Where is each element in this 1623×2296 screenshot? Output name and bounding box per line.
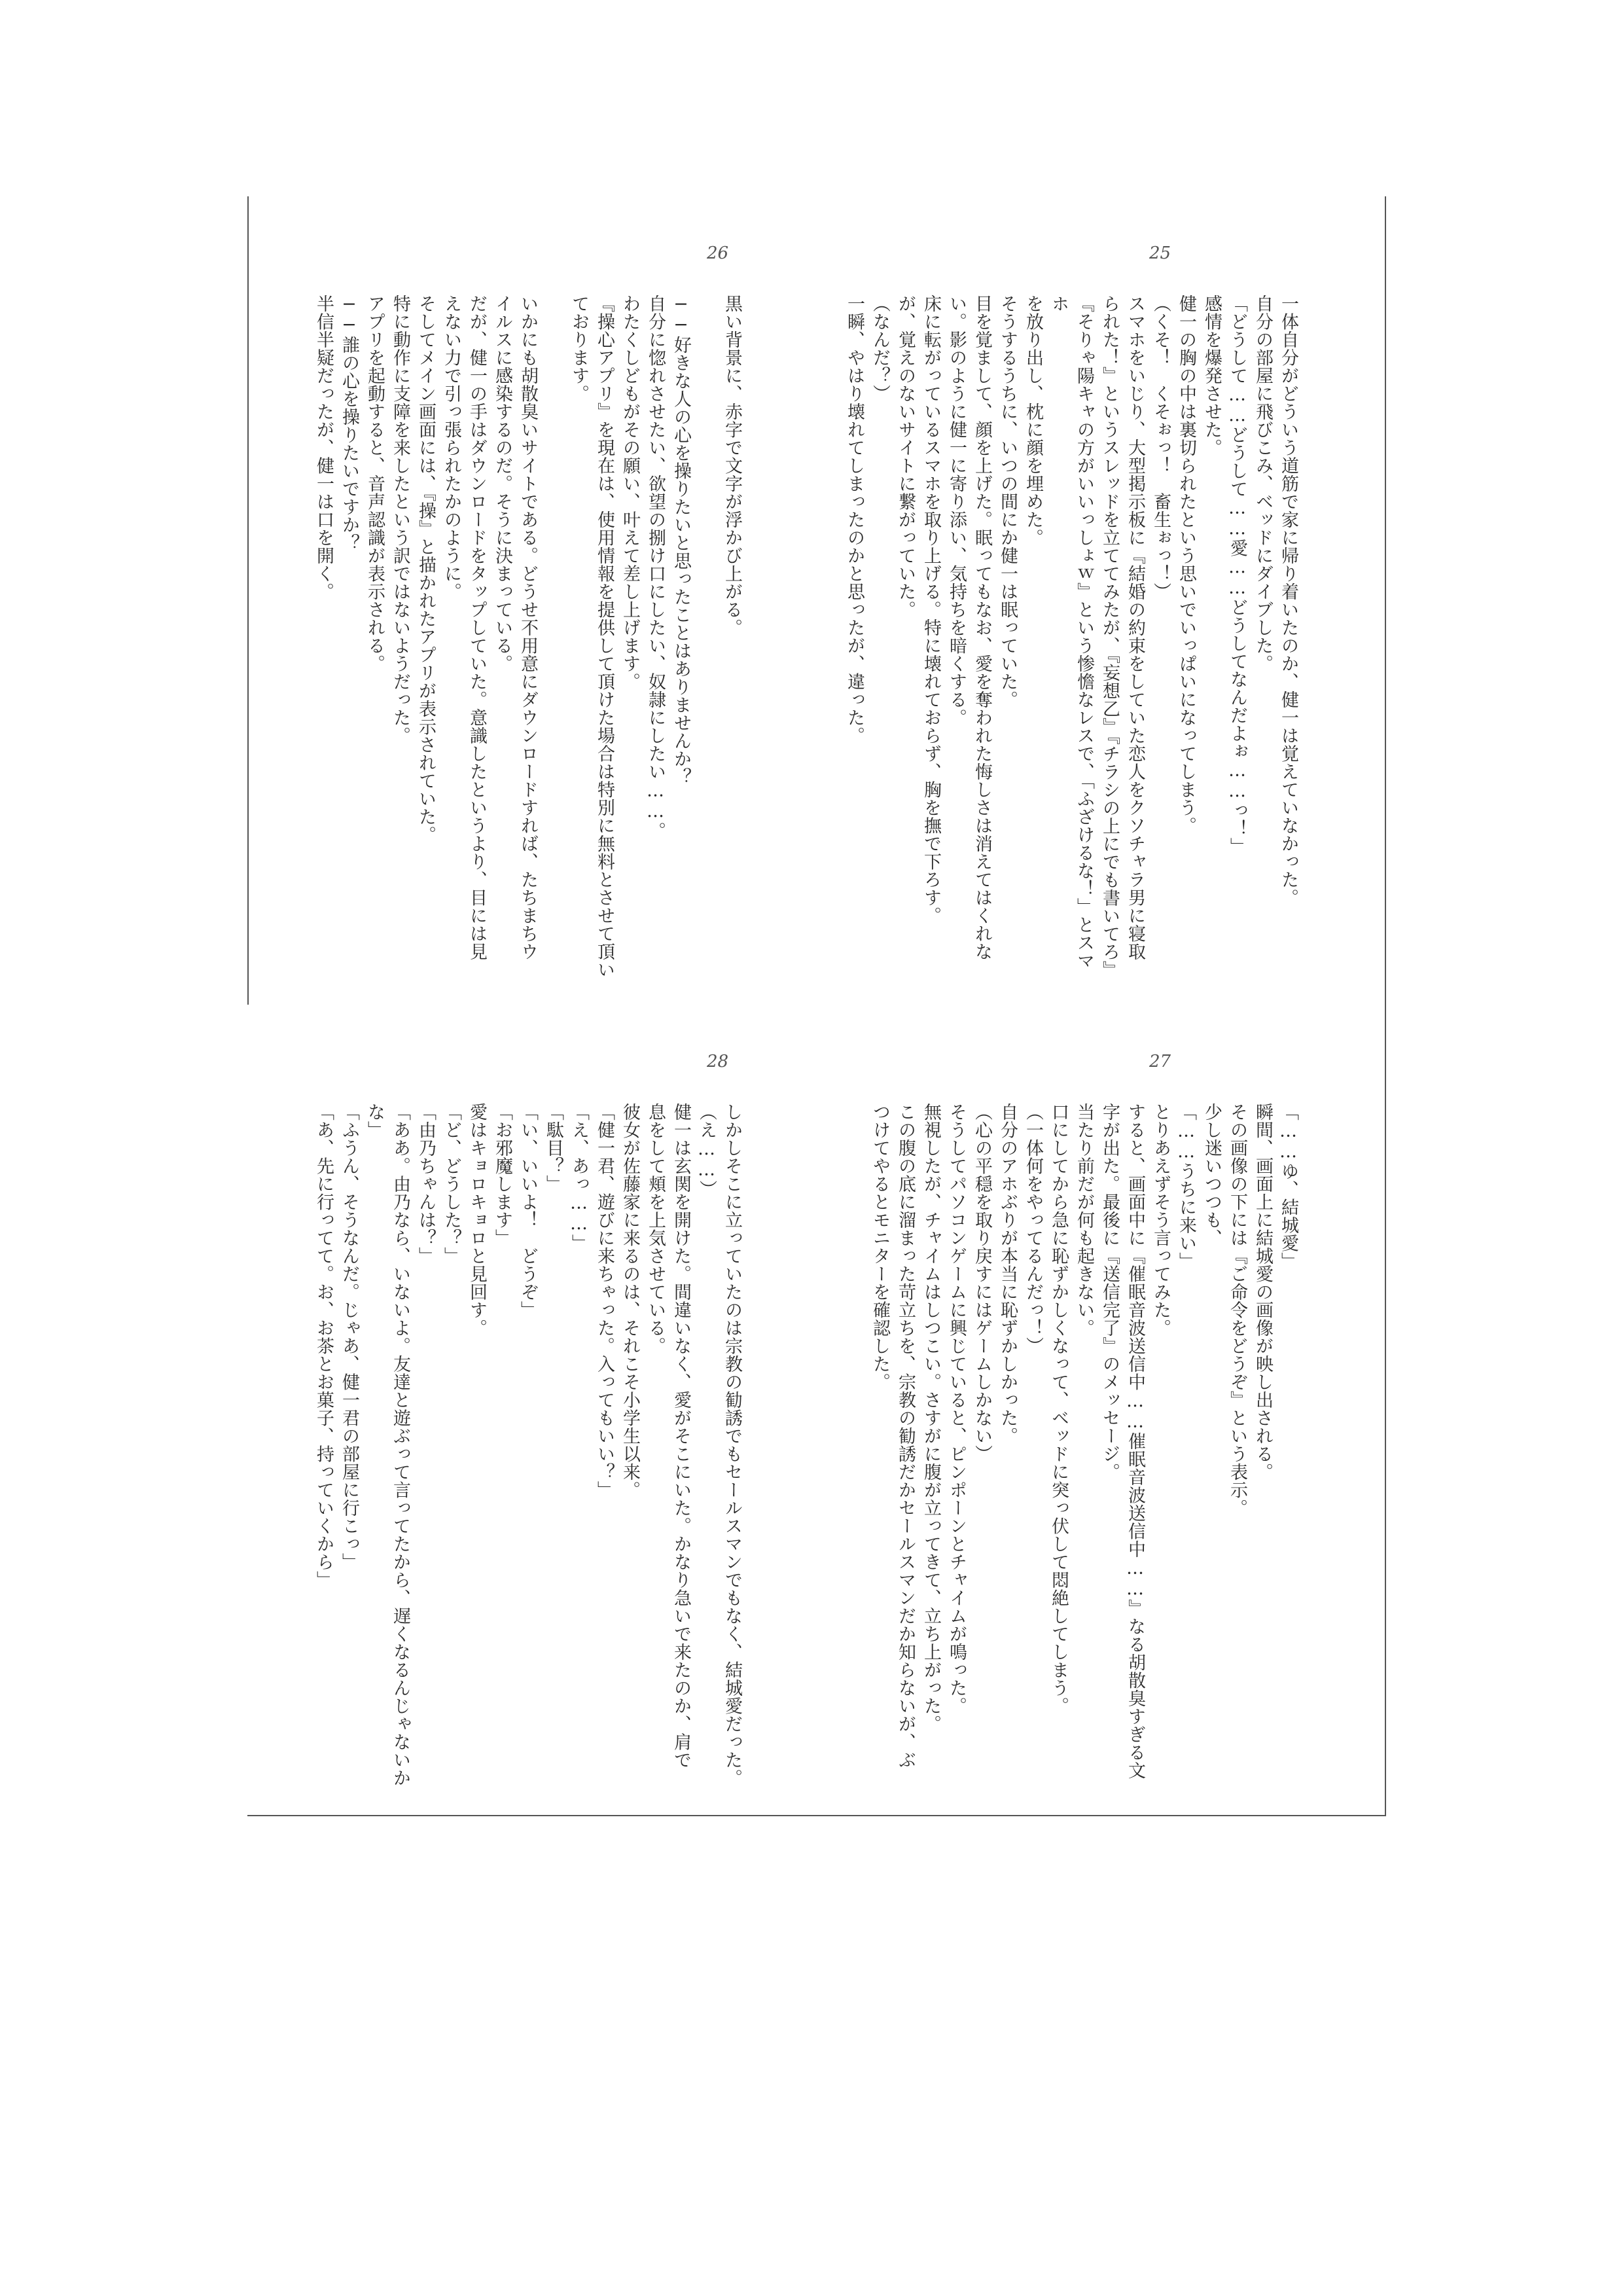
text-line: 瞬間、画面上に結城愛の画像が映し出される。 xyxy=(1253,1103,1273,1481)
page-number: 25 xyxy=(1149,243,1171,263)
text-line: 自分に惚れさせたい、欲望の捌け口にしたい、奴隷にしたい……。 xyxy=(645,295,666,840)
page-25 xyxy=(817,196,1386,1008)
text-line: 自分のアホぶりが本当に恥ずかしかった。 xyxy=(997,1103,1018,1445)
text-line xyxy=(541,295,566,982)
text-line: 床に転がっているスマホを取り上げる。特に壊れておらず、胸を撫で下ろす。 xyxy=(921,295,941,925)
page-28 xyxy=(247,1005,817,1816)
text-line xyxy=(694,295,719,982)
text-line: 目を覚まして、顔を上げた。眠ってもなお、愛を奪われた悔しさは消えてはくれな xyxy=(972,295,992,961)
text-line: 「どうして……どうして……愛……どうしてなんだよぉ……っ！」 xyxy=(1227,295,1247,855)
text-line: わたくしどもがその願い、叶えて差し上げます。 xyxy=(620,295,640,691)
text-line: （心の平穏を取り戻すにはゲームしかない） xyxy=(972,1103,992,1463)
text-line: （え……） xyxy=(696,1103,717,1198)
text-line: アプリを起動すると、音声認識が表示される。 xyxy=(365,295,385,673)
text-line: ──誰の心を操りたいですか？ xyxy=(339,295,359,552)
text-line: 「あ、先に行ってて。お、お茶とお菓子、持っていくから」 xyxy=(313,1103,334,1589)
spread-pages-27-28 xyxy=(247,1005,1386,1816)
text-line: 息をして頬を上気させている。 xyxy=(645,1103,666,1355)
text-line: この腹の底に溜まった苛立ちを、宗教の勧誘だかセールスマンだか知らないが、ぶ xyxy=(895,1103,916,1769)
text-line: 黒い背景に、赤字で文字が浮かび上がる。 xyxy=(722,295,742,637)
text-line: その画像の下には『ご命令をどうぞ』という表示。 xyxy=(1227,1103,1247,1517)
text-line: （一体何をやってるんだっ！） xyxy=(1023,1103,1043,1355)
text-line: 「駄目？」 xyxy=(543,1103,563,1193)
text-line: 半信半疑だったが、健一は口を開く。 xyxy=(313,295,334,601)
text-line: 当たり前だが何も起きない。 xyxy=(1074,1103,1094,1337)
text-line: 無視したが、チャイムはしつこい。さすがに腹が立ってきて、立ち上がった。 xyxy=(921,1103,941,1733)
body-text xyxy=(300,295,745,982)
text-line: つけてやるとモニターを確認した。 xyxy=(870,1103,890,1391)
page-number: 27 xyxy=(1149,1052,1171,1071)
text-line: 感情を爆発させた。 xyxy=(1202,295,1222,457)
text-line: 『そりゃ陽キャの方がいいっしょｗ』という惨憺なレスで、「ふざけるな！」とスマホ xyxy=(1048,295,1094,970)
page-number: 28 xyxy=(707,1052,729,1071)
text-line: スマホをいじり、大型掲示板に『結婚の約束をしていた恋人をクソチャラ男に寝取 xyxy=(1125,295,1145,961)
body-text xyxy=(300,1103,745,1790)
text-line: が、覚えのないサイトに繋がっていた。 xyxy=(895,295,916,619)
text-line: 「い、いいよ！ どうぞ」 xyxy=(518,1103,538,1319)
text-line: 一体自分がどういう道筋で家に帰り着いたのか、健一は覚えていなかった。 xyxy=(1278,295,1298,906)
text-line: いかにも胡散臭いサイトである。どうせ不用意にダウンロードすれば、たちまちウ xyxy=(518,295,538,961)
text-line: 「由乃ちゃんは？」 xyxy=(416,1103,436,1265)
text-line: を放り出し、枕に顔を埋めた。 xyxy=(1023,295,1043,547)
text-line: 「健一君、遊びに来ちゃった。入ってもいい？」 xyxy=(594,1103,615,1499)
body-text xyxy=(849,1103,1301,1790)
text-line: だが、健一の手はダウンロードをタップしていた。意識したというより、目には見 xyxy=(467,295,487,961)
text-line: そうしてパソコンゲームに興じていると、ピンポーンとチャイムが鳴った。 xyxy=(946,1103,967,1715)
body-text xyxy=(844,295,1301,982)
text-line: ております。 xyxy=(569,295,589,403)
text-line: 「ああ。由乃なら、いないよ。友達と遊ぶって言ってたから、遅くなるんじゃないか xyxy=(390,1103,410,1787)
text-line: 「ど、どうした？」 xyxy=(441,1103,461,1265)
text-line: 「……ゆ、結城愛」 xyxy=(1278,1103,1298,1270)
text-line: 健一の胸の中は裏切られたという思いでいっぱいになってしまう。 xyxy=(1176,295,1196,834)
page-26 xyxy=(247,196,817,1008)
text-line: そうするうちに、いつの間にか健一は眠っていた。 xyxy=(997,295,1018,709)
page-number: 26 xyxy=(707,243,729,263)
text-line: 自分の部屋に飛びこみ、ベッドにダイブした。 xyxy=(1253,295,1273,673)
text-line: （くそ！ くそぉっ！ 畜生ぉっ！） xyxy=(1150,295,1171,601)
text-line: イルスに感染するのだ。そうに決まっている。 xyxy=(492,295,512,673)
text-line: 少し迷いつつも、 xyxy=(1202,1103,1222,1247)
text-line: そしてメイン画面には、『操』と描かれたアプリが表示されていた。 xyxy=(416,295,436,844)
text-line: 「え、あっ……」 xyxy=(569,1103,589,1252)
text-line: 口にしてから急に恥ずかしくなって、ベッドに突っ伏して悶絶してしまう。 xyxy=(1048,1103,1069,1715)
text-line: 「……うちに来い」 xyxy=(1176,1103,1196,1270)
text-line: られた！』というスレッドを立ててみたが、『妄想乙』『チラシの上にでも書いてろ』 xyxy=(1099,295,1120,979)
text-line: 健一は玄関を開けた。間違いなく、愛がそこにいた。かなり急いで来たのか、肩で xyxy=(671,1103,691,1769)
text-line: 彼女が佐藤家に来るのは、それこそ小学生以来。 xyxy=(620,1103,640,1499)
text-line: 『操心アプリ』を現在は、使用情報を提供して頂けた場合は特別に無料とさせて頂い xyxy=(594,295,615,978)
text-line: 一瞬、やはり壊れてしまったのかと思ったが、違った。 xyxy=(844,295,865,745)
text-line: 字が出た。最後に『送信完了』のメッセージ。 xyxy=(1099,1103,1120,1481)
text-line: すると、画面中に『催眠音波送信中……催眠音波送信中……』なる胡散臭すぎる文 xyxy=(1125,1103,1145,1780)
text-line: えない力で引っ張られたかのように。 xyxy=(441,295,461,601)
text-line: ──好きな人の心を操りたいと思ったことはありませんか？ xyxy=(671,295,691,786)
text-line: しかしそこに立っていたのは宗教の勧誘でもセールスマンでもなく、結城愛だった。 xyxy=(722,1103,742,1787)
text-line: とりあえずそう言ってみた。 xyxy=(1150,1103,1171,1337)
text-line: 愛はキョロキョロと見回す。 xyxy=(467,1103,487,1337)
text-line: （なんだ？） xyxy=(870,295,890,403)
text-line: 特に動作に支障を来したという訳ではないようだった。 xyxy=(390,295,410,745)
text-line: な」 xyxy=(365,1103,385,1139)
text-line: い。影のように健一に寄り添い、気持ちを暗くする。 xyxy=(946,295,967,726)
spread-pages-25-26 xyxy=(247,196,1386,1008)
page-27 xyxy=(817,1005,1386,1816)
text-line: 「ふうん、そうなんだ。じゃあ、健一君の部屋に行こっ」 xyxy=(339,1103,359,1571)
text-line: 「お邪魔します」 xyxy=(492,1103,512,1247)
